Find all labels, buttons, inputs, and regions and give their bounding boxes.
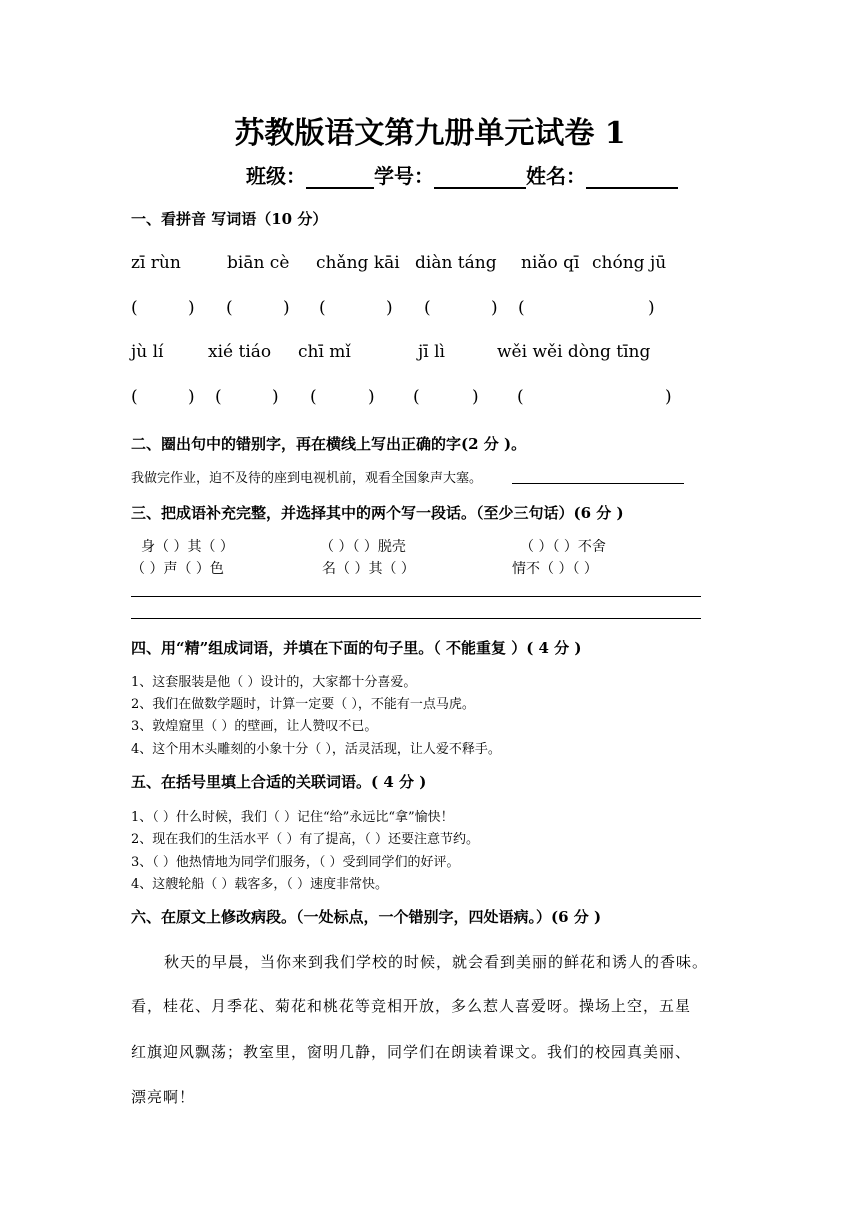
exam-title: 苏教版语文第九册单元试卷 1 xyxy=(234,116,626,151)
paragraph-line: 漂亮啊！ xyxy=(131,1088,196,1106)
pinyin: jù lí xyxy=(131,342,164,362)
pinyin: zī rùn xyxy=(131,253,181,273)
question-item: 4、这艘轮船（ ）载客多，（ ）速度非常快。 xyxy=(131,877,389,892)
pinyin: jī lì xyxy=(418,342,445,362)
question-item: 2、我们在做数学题时，计算一定要（ ），不能有一点马虎。 xyxy=(131,697,475,712)
error-sentence: 我做完作业，迫不及待的座到电视机前，观看全国象声大塞。 xyxy=(131,471,483,486)
pinyin: chǎng kāi xyxy=(316,253,400,273)
pinyin: biān cè xyxy=(227,253,290,273)
pinyin: chóng jū xyxy=(592,253,667,273)
section2-heading: 二、圈出句中的错别字，再在横线上写出正确的字(2 分 )。 xyxy=(131,435,527,453)
number-blank[interactable] xyxy=(434,167,526,189)
number-label: 学号： xyxy=(374,164,434,188)
section4-heading: 四、用“精”组成词语，并填在下面的句子里。（ 不能重复 ）( 4 分 ) xyxy=(131,639,582,657)
paragraph-line: 秋天的早晨，当你来到我们学校的时候，就会看到美丽的鲜花和诱人的香味。 xyxy=(164,953,709,971)
question-item: 3、敦煌窟里（ ）的壁画，让人赞叹不已。 xyxy=(131,719,378,734)
answer-line[interactable] xyxy=(512,483,684,484)
student-info-line xyxy=(246,160,678,189)
writing-line[interactable] xyxy=(131,618,701,619)
pinyin: wěi wěi dòng tīng xyxy=(497,342,651,362)
question-item: 4、这个用木头雕刻的小象十分（ ），活灵活现，让人爱不释手。 xyxy=(131,742,501,757)
class-label: 班级： xyxy=(246,164,306,188)
writing-line[interactable] xyxy=(131,596,701,597)
name-blank[interactable] xyxy=(586,167,678,189)
section1-heading: 一、看拼音 写词语（10 分） xyxy=(131,210,328,228)
question-item: 3、（ ）他热情地为同学们服务，（ ）受到同学们的好评。 xyxy=(131,855,460,870)
question-item: 1、这套服装是他（ ）设计的，大家都十分喜爱。 xyxy=(131,675,417,690)
class-blank[interactable] xyxy=(306,167,374,189)
section6-heading: 六、在原文上修改病段。（一处标点，一个错别字，四处语病。）(6 分 ) xyxy=(131,908,602,926)
pinyin: niǎo qī xyxy=(521,253,580,273)
pinyin: diàn táng xyxy=(415,253,497,273)
question-item: 1、（ ）什么时候，我们（ ）记住“给”永远比“拿”愉快！ xyxy=(131,810,454,825)
idiom: （ ）（ ）脱壳 xyxy=(320,539,406,555)
paragraph-line: 看，桂花、月季花、菊花和桃花等竞相开放，多么惹人喜爱呀。操场上空，五星 xyxy=(131,997,692,1015)
idiom: 名（ ）其（ ） xyxy=(322,561,415,577)
idiom: （ ）声（ ）色 xyxy=(131,561,224,577)
idiom: （ ）（ ）不舍 xyxy=(520,539,606,555)
section5-heading: 五、在括号里填上合适的关联词语。( 4 分 ) xyxy=(131,773,427,791)
question-item: 2、现在我们的生活水平（ ）有了提高，（ ）还要注意节约。 xyxy=(131,832,480,847)
paragraph-line: 红旗迎风飘荡；教室里，窗明几静，同学们在朗读着课文。我们的校园真美丽、 xyxy=(131,1043,692,1061)
idiom: 情不（ ）（ ） xyxy=(512,561,598,577)
name-label: 姓名： xyxy=(526,164,586,188)
section3-heading: 三、把成语补充完整，并选择其中的两个写一段话。（至少三句话）(6 分 ) xyxy=(131,504,624,522)
idiom: 身（ ）其（ ） xyxy=(141,539,234,555)
pinyin: chī mǐ xyxy=(298,342,351,362)
pinyin: xié tiáo xyxy=(208,342,272,362)
